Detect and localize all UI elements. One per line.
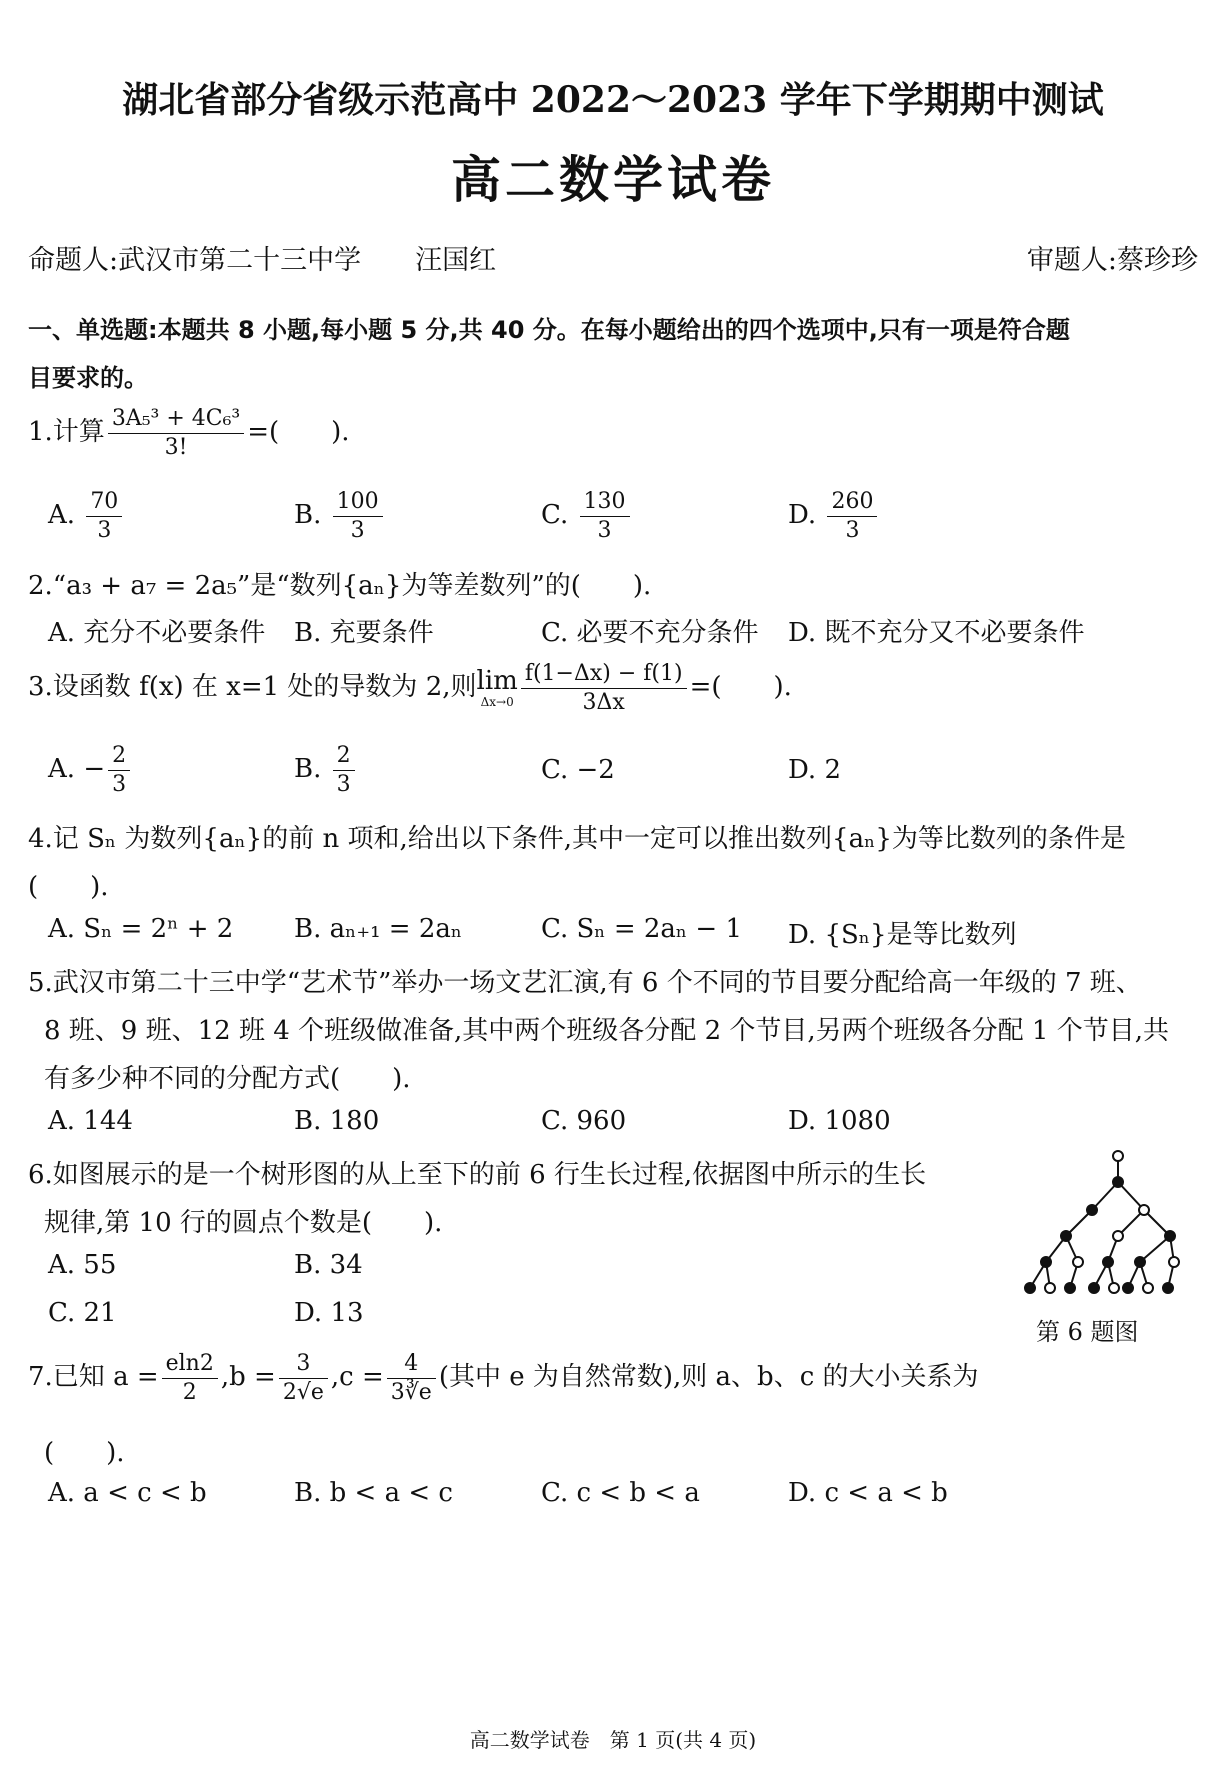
section-intro-line1: 一、单选题:本题共 8 小题,每小题 5 分,共 40 分。在每小题给出的四个选项中,只有一项是符合题 [28,316,1070,344]
q1-option-c-frac [580,488,630,544]
tree-diagram [1022,1148,1212,1308]
question-7 [28,1350,979,1406]
q7-option-d[interactable]: D. c < a < b [788,1478,948,1508]
question-5-line3: 有多少种不同的分配方式( ). [44,1064,411,1094]
question-6-line2: 规律,第 10 行的圆点个数是( ). [44,1208,443,1238]
q7-a-fraction [162,1350,218,1406]
question-3 [28,660,792,716]
q1-option-c-letter: C. [541,500,569,530]
q1-option-b[interactable] [294,488,386,544]
q1-option-d-den: 3 [845,517,860,543]
q6-option-d[interactable]: D. 13 [294,1298,364,1328]
figure-caption: 第 6 题图 [1036,1318,1139,1346]
q2-option-c[interactable]: C. 必要不充分条件 [541,618,759,648]
q7-b-fraction [279,1350,328,1406]
q1-option-b-frac [333,488,383,544]
q2-option-d[interactable]: D. 既不充分又不必要条件 [788,618,1085,648]
q6-option-b[interactable]: B. 34 [294,1250,363,1280]
q3-option-b[interactable] [294,742,358,798]
q6-option-a[interactable]: A. 55 [48,1250,117,1280]
q3-option-b-den: 3 [336,771,351,797]
q3-denominator: 3Δx [582,689,625,715]
q3-option-b-frac [333,742,355,798]
q1-option-a-den: 3 [97,517,112,543]
q3-option-b-num: 2 [333,742,355,771]
q7-suffix: (其中 e 为自然常数),则 a、b、c 的大小关系为 [438,1362,979,1392]
q3-option-d-letter: D. [788,755,817,785]
q1-option-a-num: 70 [86,488,122,517]
section-intro-line2: 目要求的。 [28,364,148,392]
q7-b-den: 2√e [282,1379,324,1405]
q7-c-fraction [387,1350,436,1406]
q7-a-den: 2 [182,1379,197,1405]
q1-suffix: =( ). [247,417,350,447]
exam-subtitle: 高二数学试卷 [451,150,775,209]
q1-option-d[interactable] [788,488,880,544]
q7-c-den: 3∛e [390,1379,432,1405]
q1-option-b-num: 100 [333,488,383,517]
q1-option-d-num: 260 [827,488,877,517]
q7-c-label: ,c = [330,1362,384,1392]
q3-option-c[interactable] [541,755,615,785]
q3-lim-sub: Δx→0 [480,695,514,709]
q1-prefix: 1.计算 [28,417,105,447]
q1-fraction [108,405,244,461]
q1-option-a-frac [86,488,122,544]
q3-option-b-letter: B. [294,754,322,784]
q3-numerator: f(1−Δx) − f(1) [521,660,687,689]
q3-option-a[interactable] [48,742,133,798]
tree-branches [1030,1156,1174,1288]
q1-option-c[interactable] [541,488,633,544]
q3-suffix: =( ). [689,672,792,702]
question-5-line1: 5.武汉市第二十三中学“艺术节”举办一场文艺汇演,有 6 个不同的节目要分配给高一年级的 7 班、 [28,968,1142,998]
q1-option-c-num: 130 [580,488,630,517]
q3-limit [477,668,518,708]
question-2: 2.“a₃ + a₇ = 2a₅”是“数列{aₙ}为等差数列”的( ). [28,571,652,601]
question-4-line2: ( ). [28,872,109,902]
exam-title: 湖北省部分省级示范高中 2022～2023 学年下学期期中测试 [122,79,1104,121]
q3-option-c-letter: C. [541,755,569,785]
q7-b-num: 3 [279,1350,328,1379]
q4-option-d[interactable]: D. {Sₙ}是等比数列 [788,920,1017,950]
q3-option-d[interactable] [788,755,841,785]
q1-option-b-den: 3 [350,517,365,543]
q7-c-num: 4 [387,1350,436,1379]
q5-option-a[interactable]: A. 144 [48,1106,133,1136]
q1-option-d-letter: D. [788,500,817,530]
q1-denominator: 3! [164,434,188,460]
q7-a-num: eln2 [162,1350,218,1379]
q3-option-c-text: −2 [576,755,615,785]
question-4-line1: 4.记 Sₙ 为数列{aₙ}的前 n 项和,给出以下条件,其中一定可以推出数列{aₙ}为等比数列的条件是 [28,824,1126,854]
question-5-line2: 8 班、9 班、12 班 4 个班级做准备,其中两个班级各分配 2 个节目,另两个班级各分配 1 个节目,共 [44,1016,1169,1046]
q4-option-c[interactable]: C. Sₙ = 2aₙ − 1 [541,914,743,944]
q3-lim-word: lim [476,666,518,696]
question-1 [28,405,350,461]
q2-option-a[interactable]: A. 充分不必要条件 [48,618,266,648]
q2-option-b[interactable]: B. 充要条件 [294,618,434,648]
q3-option-a-sign: − [83,754,106,784]
q7-b-label: ,b = [220,1362,276,1392]
q5-option-d[interactable]: D. 1080 [788,1106,891,1136]
q1-option-d-frac [827,488,877,544]
q3-option-d-text: 2 [824,755,841,785]
q3-option-a-num: 2 [108,742,130,771]
q7-option-a[interactable]: A. a < c < b [48,1478,207,1508]
author-line: 命题人:武汉市第二十三中学 汪国红 [28,245,497,276]
q6-option-c[interactable]: C. 21 [48,1298,117,1328]
q3-fraction [521,660,687,716]
question-6-line1: 6.如图展示的是一个树形图的从上至下的前 6 行生长过程,依据图中所示的生长 [28,1160,927,1190]
q3-prefix: 3.设函数 f(x) 在 x=1 处的导数为 2,则 [28,672,477,702]
q1-option-b-letter: B. [294,500,322,530]
q5-option-b[interactable]: B. 180 [294,1106,380,1136]
q5-option-c[interactable]: C. 960 [541,1106,627,1136]
q7-prefix: 7.已知 a = [28,1362,159,1392]
question-7-line2: ( ). [44,1438,125,1468]
q1-option-a-letter: A. [48,500,76,530]
page-footer: 高二数学试卷 第 1 页(共 4 页) [469,1728,757,1752]
q3-option-a-letter: A. [48,754,76,784]
q7-option-b[interactable]: B. b < a < c [294,1478,453,1508]
q3-option-a-frac [108,742,130,798]
q1-option-a[interactable] [48,488,125,544]
q7-option-c[interactable]: C. c < b < a [541,1478,700,1508]
q4-option-b[interactable]: B. aₙ₊₁ = 2aₙ [294,914,463,944]
q3-option-a-den: 3 [112,771,127,797]
q4-option-a[interactable]: A. Sₙ = 2ⁿ + 2 [48,914,234,944]
reviewer-line: 审题人:蔡珍珍 [1026,245,1198,276]
q1-option-c-den: 3 [597,517,612,543]
q1-numerator: 3A₅³ + 4C₆³ [108,405,244,434]
